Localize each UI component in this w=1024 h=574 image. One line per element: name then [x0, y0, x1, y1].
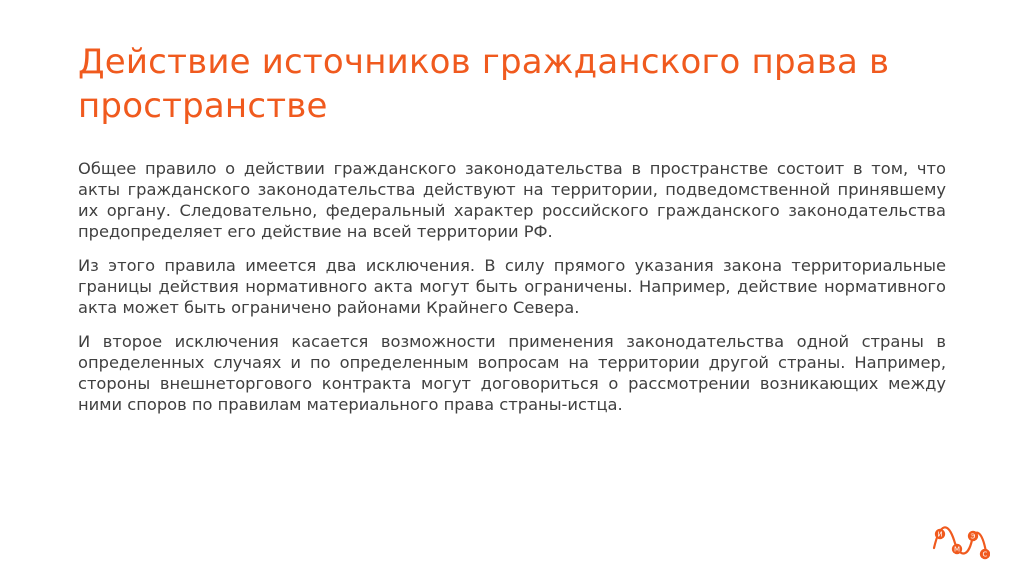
- slide-body: [78, 158, 946, 428]
- logo-letter-1: И: [937, 530, 943, 539]
- imes-logo-icon: [930, 518, 990, 562]
- logo-letter-3: Э: [970, 532, 976, 541]
- paragraph-first-exception: Из этого правила имеется два исключения. В силу прямого указания закона территориальные границы действия нормативного акта могут быть ограничены. Например, действие нормативного акта может быть ограничено районами Крайнего Севера.: [78, 256, 946, 317]
- logo-letter-4: С: [982, 550, 988, 559]
- paragraph-general-rule: Общее правило о действии гражданского законодательства в пространстве состоит в том, что акты гражданского законодательства действуют на территории, подведомственной принявшему их органу. Следовательно, федеральный характер российского гражданского законодательства предопределяет его действие на всей территории РФ.: [78, 159, 946, 241]
- paragraph-second-exception: И второе исключения касается возможности применения законодательства одной страны в определенных случаях и по определенным вопросам на территории другой страны. Например, стороны внешнеторгового контракта могут договориться о рассмотрении возникающих между ними споров по правилам материального права страны-истца.: [78, 332, 946, 414]
- slide-title: Действие источников гражданского права в пространстве: [78, 42, 890, 126]
- logo-letter-2: М: [953, 545, 961, 554]
